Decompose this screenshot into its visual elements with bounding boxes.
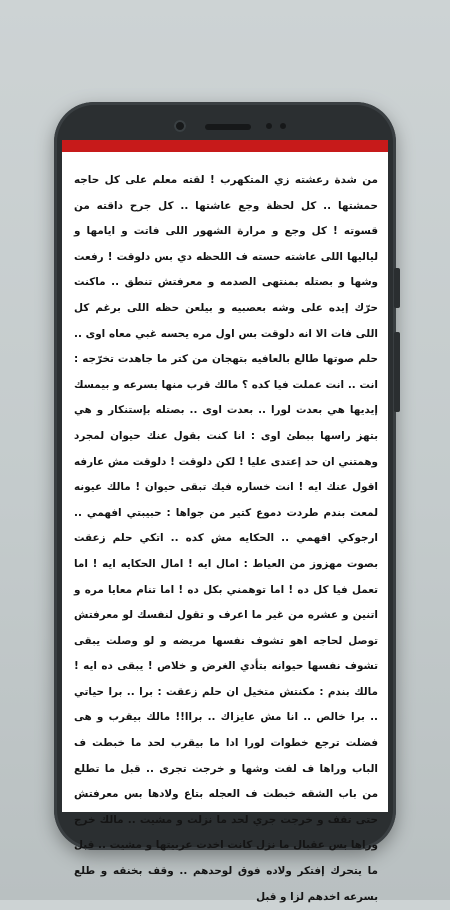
front-camera-icon bbox=[174, 120, 186, 132]
story-reader[interactable] bbox=[64, 152, 386, 903]
device-screen bbox=[62, 140, 388, 903]
proximity-sensor bbox=[266, 123, 272, 129]
phone-frame bbox=[54, 102, 396, 903]
story-text: من شدة رعشته زي المتكهرب ! لقته معلم على كل حاجه حمشتها .. كل لحظة وجع عاشتها .. كل جرح داقته من قسوته ! كل وجع و مرارة الشهور اللى فاتت و ايامها و لياليها اللى عاشته حسته ف اللحظه دي بس دلوقت ! رفعت وشها و بصتله بمنتهى الصدمه و معرفتش تنطق .. ماكنت حرّك إيده على وشه بعصبيه و بيلعن حظه اللى برغم كل اللى فات الا انه دلوقت بس اول مره يحسه غبي معاه اوى .. حلم صوتها طالع بالعافيه بتهجان من كتر ما جاهدت تخرّجه : انت .. انت عملت فيا كده ؟ مالك قرب منها بسرعه و بيمسك إيديها هي بعدت لورا .. بعدت اوى .. بصتله بإستنكار و هي بتهز راسها ببطئ اوى : انا كنت بقول عنك حيوان لمجرد وهمتني ان حد إعتدى عليا ! لكن دلوقت ! دلوقت مش عارفه اقول عنك ايه ! انت خساره فيك تبقى حيوان ! مالك عيونه لمعت بندم طردت دموع كتير من جواها : حبيبتي افهمي .. ارجوكي افهمي .. الحكايه مش كده .. اتكي حلم زعقت بصوت مهزوز من العياط : امال ايه ! امال الحكايه ايه ! اما تعمل فيا كل ده ! اما توهمني بكل ده ! اما تنام معايا مره و اتنين و عشره من غير ما اعرف و تقول لنفسك لو معرفتش توصل لحاجه اهو تشوف نفسها مريضه و لو وصلت يبقى تشوف نفسها حيوانه بتأدي الغرض و خلاص ! يبقى ده ايه ! مالك بندم : مكنتش متخيل ان حلم زعقت : برا .. برا حياتي .. برا خالص .. انا مش عايزاك .. براا!! مالك بيقرب و هى فضلت ترجع خطوات لورا ادا ما بيقرب لحد ما خبطت ف الباب وراها ف لفت وشها و خرجت تجرى .. قبل ما تطلع من باب الشقه خبطت ف العجله بتاع ولادها بس معرفتش حتى تقف و خرجت جري لحد ما نزلت و مشيت .. مالك خرج وراها بس عقبال ما نزل كانت اخدت عربيتها و مشيت .. قبل ما يتحرك إفتكر ولاده فوق لوحدهم .. وقف بخنقه و طلع بسرعه اخدهم لزا و قبل bbox=[74, 174, 378, 903]
earpiece-speaker bbox=[205, 124, 251, 130]
power-button bbox=[394, 268, 400, 308]
light-sensor bbox=[280, 123, 286, 129]
volume-button bbox=[394, 332, 400, 412]
status-bar bbox=[62, 140, 388, 152]
